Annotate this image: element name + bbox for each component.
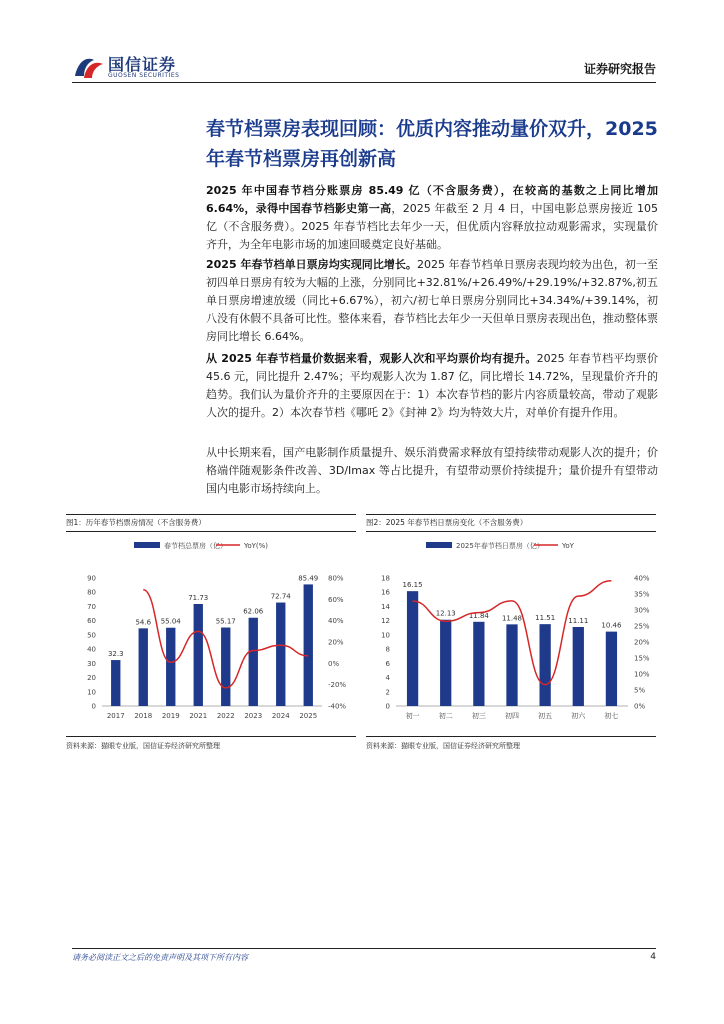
x-tick-label: 2024 (271, 712, 290, 720)
bar (506, 624, 517, 706)
y2-tick-label: 80% (328, 574, 344, 583)
legend-bar-swatch (134, 542, 160, 548)
y-tick-label: 40 (87, 645, 96, 654)
bar-value-label: 72.74 (270, 592, 291, 601)
y-tick-label: 80 (87, 588, 96, 597)
bar (221, 628, 230, 706)
y2-tick-label: 30% (634, 606, 650, 615)
bar-value-label: 55.17 (215, 617, 236, 626)
bar (111, 660, 120, 706)
y-tick-label: 8 (385, 645, 390, 654)
figure-1-title: 图1：历年春节档票房情况（不含服务费） (66, 514, 356, 532)
y-tick-label: 0 (91, 702, 96, 711)
paragraph-1 (206, 182, 658, 254)
x-tick-label: 初四 (505, 712, 519, 720)
bar-value-label: 11.51 (535, 614, 556, 623)
footer-divider (72, 948, 656, 949)
y-tick-label: 10 (381, 631, 390, 640)
x-tick-label: 初六 (571, 712, 586, 720)
logo-english: GUOSEN SECURITIES (108, 72, 180, 79)
x-tick-label: 2022 (216, 712, 235, 720)
footer-disclaimer: 请务必阅读正文之后的免责声明及其项下所有内容 (72, 953, 248, 962)
y2-tick-label: 60% (328, 595, 344, 604)
y2-tick-label: 40% (328, 617, 344, 626)
bar (249, 618, 258, 706)
bar (606, 632, 617, 706)
paragraph-4-body: 从中长期来看，国产电影制作质量提升、娱乐消费需求释放有望持续带动观影人次的提升；价格端伴随观影条件改善、3D/Imax 等占比提升，有望带动票价持续提升；量价提升有望带动国内电影市场持续向上。 (206, 446, 658, 495)
x-tick-label: 初五 (538, 712, 553, 720)
figure-2-source: 资料来源：猫眼专业版，国信证券经济研究所整理 (366, 736, 656, 753)
bar (440, 620, 451, 706)
y2-tick-label: 20% (328, 638, 344, 647)
y-tick-label: 6 (385, 659, 390, 668)
y2-tick-label: 0% (634, 702, 646, 711)
y-tick-label: 0 (385, 702, 390, 711)
paragraph-2 (206, 256, 658, 346)
x-tick-label: 2018 (134, 712, 153, 720)
bar (276, 603, 285, 706)
logo-chinese: 国信证券 (108, 55, 177, 74)
bar (139, 628, 148, 706)
y2-tick-label: -20% (328, 681, 347, 690)
bar (304, 584, 313, 706)
legend-bar-swatch (426, 542, 452, 548)
figure-2 (366, 514, 656, 750)
x-tick-label: 初三 (471, 712, 486, 720)
paragraph-1-lead: 2025 年中国春节档分账票房 85.49 亿（不含服务费），在较高的基数之上同比增加 6.64%，录得中国春节档影史第一高 (206, 184, 658, 215)
paragraph-4 (206, 444, 658, 498)
bar (540, 624, 551, 706)
paragraph-3-lead: 从 2025 年春节档量价数据来看，观影人次和平均票价均有提升。 (206, 352, 537, 365)
bar-value-label: 11.11 (568, 616, 589, 625)
bar-value-label: 85.49 (298, 574, 319, 583)
report-type-label: 证券研究报告 (583, 62, 656, 76)
x-tick-label: 2025 (299, 712, 318, 720)
bar (573, 627, 584, 706)
x-tick-label: 2017 (106, 712, 125, 720)
paragraph-3 (206, 350, 658, 422)
y2-tick-label: 0% (328, 659, 340, 668)
figure-2-title: 图2：2025 年春节档日票房变化（不含服务费） (366, 514, 656, 532)
bar-value-label: 11.84 (468, 611, 489, 620)
bar-value-label: 71.73 (188, 593, 209, 602)
page-number: 4 (650, 952, 656, 962)
legend-line-label: YoY(%) (244, 542, 269, 550)
paragraph-2-lead: 2025 年春节档单日票房均实现同比增长。 (206, 258, 417, 271)
bar (166, 628, 175, 706)
legend-bar-label: 春节档总票房（亿） (164, 542, 227, 550)
x-tick-label: 初二 (438, 712, 453, 720)
x-tick-label: 初一 (405, 712, 420, 720)
y2-tick-label: 20% (634, 638, 650, 647)
figure-1 (66, 514, 356, 750)
legend-bar-label: 2025年春节档日票房（亿） (456, 542, 544, 550)
bar-value-label: 54.6 (135, 618, 152, 627)
bar-value-label: 10.46 (601, 621, 622, 630)
x-tick-label: 2019 (161, 712, 180, 720)
y2-tick-label: 15% (634, 654, 650, 663)
figure-1-source: 资料来源：猫眼专业版，国信证券经济研究所整理 (66, 736, 356, 753)
y-tick-label: 18 (381, 574, 390, 583)
page-title: 春节档票房表现回顾：优质内容推动量价双升，2025 年春节档票房再创新高 (206, 118, 658, 170)
y-tick-label: 60 (87, 617, 96, 626)
paragraph-2-body: 2025 年春节档单日票房表现均较为出色，初一至初四单日票房有较为大幅的上涨，分别同比+32.81%/+26.49%/+29.19%/+32.87%,初五单日票房增速放缓（同比+6.67%），初六/初七单日票房分别同比+34.34%/+39.14%，初八没有休假不具备可比性。整体来看，春节档比去年少一天但单日票房表现出色，推动整体票房同比增长 6.64%。 (206, 258, 658, 343)
y-tick-label: 50 (87, 631, 96, 640)
paragraph-3-body: 2025 年春节档平均票价 45.6 元，同比提升 2.47%；平均观影人次为 1.87 亿，同比增长 14.72%，呈现量价齐升的趋势。我们认为量价齐升的主要原因在于：1）本次春节档的影片内容质量较高，带动了观影人次的提升。2）本次春节档《哪吒 2》《封神 2》均为特效大片，对单价有提升作用。 (206, 352, 658, 419)
x-tick-label: 2023 (244, 712, 263, 720)
x-tick-label: 2021 (189, 712, 208, 720)
y-tick-label: 12 (381, 617, 390, 626)
bar (473, 622, 484, 706)
bar-value-label: 62.06 (243, 607, 264, 616)
y2-tick-label: 5% (634, 686, 646, 695)
y-tick-label: 90 (87, 574, 96, 583)
y-tick-label: 20 (87, 674, 96, 683)
bar-value-label: 32.3 (107, 650, 124, 659)
y2-tick-label: 10% (634, 670, 650, 679)
bar-value-label: 11.48 (501, 614, 523, 623)
y-tick-label: 70 (87, 602, 96, 611)
bar-value-label: 16.15 (402, 581, 423, 590)
y2-tick-label: 25% (634, 622, 650, 631)
bar-value-label: 55.04 (160, 617, 181, 626)
y2-tick-label: 35% (634, 590, 650, 599)
header-divider (72, 82, 656, 83)
bar (407, 591, 418, 706)
chart-annual-box-office (66, 536, 356, 732)
guosen-logo-icon (72, 50, 106, 84)
x-tick-label: 初七 (604, 712, 619, 720)
paragraph-1-body: ，2025 年截至 2 月 4 日，中国电影总票房接近 105 亿（不含服务费）。2025 年春节档比去年少一天，但优质内容释放拉动观影需求，实现量价齐升，为全年电影市场的加速回暖奠定良好基础。 (206, 202, 658, 251)
y-tick-label: 30 (87, 659, 96, 668)
y-tick-label: 2 (385, 688, 390, 697)
chart-daily-box-office (366, 536, 656, 732)
y-tick-label: 14 (381, 602, 390, 611)
bar-value-label: 12.13 (435, 609, 456, 618)
y-tick-label: 10 (87, 688, 96, 697)
legend-line-label: YoY (562, 542, 574, 550)
y2-tick-label: 40% (634, 574, 650, 583)
y2-tick-label: -40% (328, 702, 347, 711)
page-header (0, 0, 724, 90)
y-tick-label: 4 (385, 674, 390, 683)
bar (194, 604, 203, 706)
y-tick-label: 16 (381, 588, 390, 597)
